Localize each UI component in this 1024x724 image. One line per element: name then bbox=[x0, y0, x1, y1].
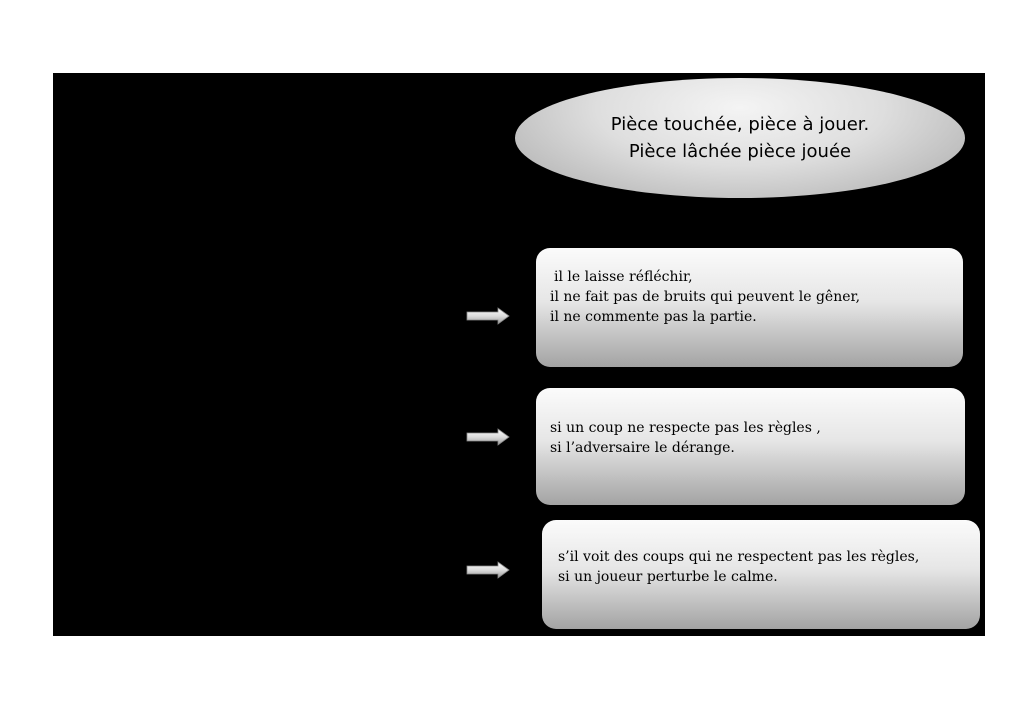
box-3-line-1: s’il voit des coups qui ne respectent pas les règles, bbox=[558, 549, 920, 565]
arrow-right-icon bbox=[466, 561, 510, 579]
arrow-right-icon bbox=[466, 307, 510, 325]
box-2-line-2: si l’adversaire le dérange. bbox=[550, 440, 735, 456]
box-1-line-3: il ne commente pas la partie. bbox=[550, 309, 757, 325]
box-1-line-2: il ne fait pas de bruits qui peuvent le gêner, bbox=[550, 289, 861, 305]
answer-box-1 bbox=[536, 248, 963, 367]
header-ellipse bbox=[515, 78, 965, 198]
box-2-line-1: si un coup ne respecte pas les règles , bbox=[550, 420, 821, 436]
answer-box-2 bbox=[536, 388, 965, 505]
answer-box-3 bbox=[542, 520, 980, 629]
box-3-line-2: si un joueur perturbe le calme. bbox=[558, 569, 778, 585]
arrow-right-icon bbox=[466, 428, 510, 446]
header-line-1: Pièce touchée, pièce à jouer. bbox=[610, 114, 870, 135]
box-1-line-1: il le laisse réfléchir, bbox=[554, 269, 693, 285]
header-line-2: Pièce lâchée pièce jouée bbox=[628, 141, 852, 162]
